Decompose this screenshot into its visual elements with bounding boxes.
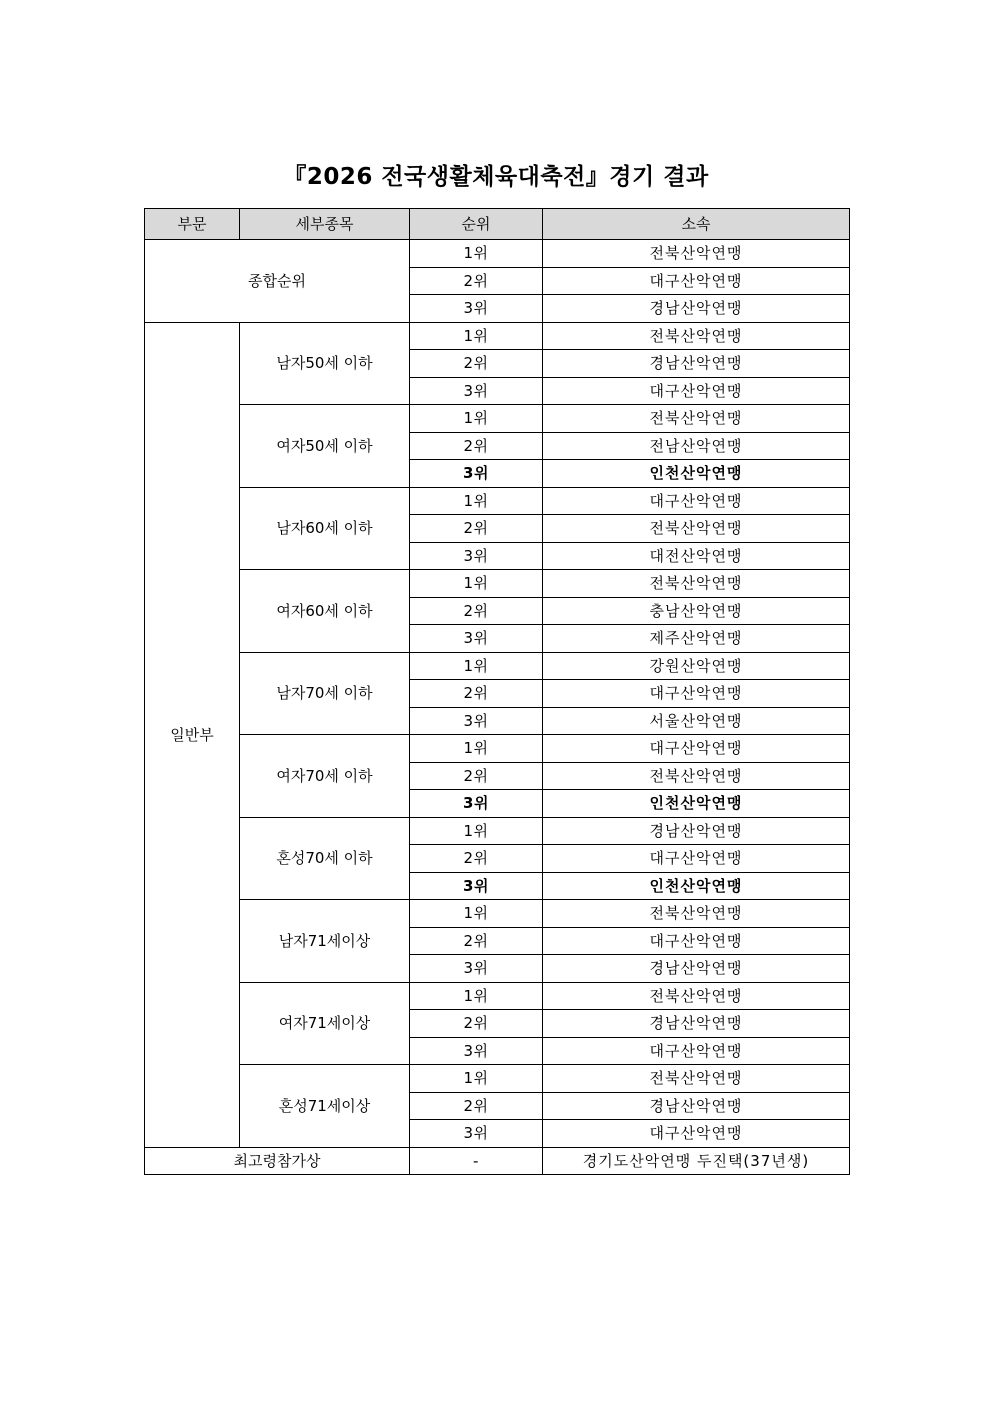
affiliation-cell: 대구산악연맹	[543, 735, 850, 763]
rank-cell: 3위	[410, 955, 543, 983]
affiliation-cell: 경남산악연맹	[543, 1010, 850, 1038]
header-category: 부문	[145, 209, 240, 240]
table-row	[145, 487, 850, 515]
event-name: 남자60세 이하	[240, 487, 410, 570]
affiliation-cell: 대구산악연맹	[543, 1037, 850, 1065]
rank-cell: 2위	[410, 267, 543, 295]
rank-cell: 1위	[410, 240, 543, 268]
rank-cell: 2위	[410, 927, 543, 955]
event-name: 혼성71세이상	[240, 1065, 410, 1148]
oldest-award-label: 최고령참가상	[145, 1147, 410, 1175]
rank-cell: 3위	[410, 872, 543, 900]
rank-cell: 2위	[410, 762, 543, 790]
affiliation-cell: 전북산악연맹	[543, 900, 850, 928]
affiliation-cell: 전북산악연맹	[543, 515, 850, 543]
affiliation-cell: 전북산악연맹	[543, 322, 850, 350]
rank-cell: 3위	[410, 377, 543, 405]
rank-cell: 3위	[410, 1120, 543, 1148]
header-rank: 순위	[410, 209, 543, 240]
affiliation-cell: 전북산악연맹	[543, 762, 850, 790]
affiliation-cell: 충남산악연맹	[543, 597, 850, 625]
rank-cell: 1위	[410, 1065, 543, 1093]
affiliation-cell: 전북산악연맹	[543, 570, 850, 598]
event-name: 남자71세이상	[240, 900, 410, 983]
table-row	[145, 817, 850, 845]
table-row	[145, 240, 850, 268]
affiliation-cell: 경기도산악연맹 두진택(37년생)	[543, 1147, 850, 1175]
affiliation-cell: 인천산악연맹	[543, 872, 850, 900]
affiliation-cell: 서울산악연맹	[543, 707, 850, 735]
affiliation-cell: 제주산악연맹	[543, 625, 850, 653]
affiliation-cell: 대구산악연맹	[543, 680, 850, 708]
event-name: 여자70세 이하	[240, 735, 410, 818]
event-name: 여자71세이상	[240, 982, 410, 1065]
rank-cell: -	[410, 1147, 543, 1175]
table-row	[145, 735, 850, 763]
rank-cell: 2위	[410, 350, 543, 378]
table-row	[145, 405, 850, 433]
rank-cell: 3위	[410, 295, 543, 323]
rank-cell: 2위	[410, 1010, 543, 1038]
header-affiliation: 소속	[543, 209, 850, 240]
table-row	[145, 652, 850, 680]
affiliation-cell: 대구산악연맹	[543, 487, 850, 515]
results-table	[144, 208, 850, 1175]
affiliation-cell: 대전산악연맹	[543, 542, 850, 570]
event-name: 남자70세 이하	[240, 652, 410, 735]
event-name: 남자50세 이하	[240, 322, 410, 405]
table-row	[145, 982, 850, 1010]
rank-cell: 2위	[410, 432, 543, 460]
rank-cell: 3위	[410, 707, 543, 735]
rank-cell: 3위	[410, 542, 543, 570]
table-row	[145, 570, 850, 598]
affiliation-cell: 대구산악연맹	[543, 927, 850, 955]
rank-cell: 2위	[410, 845, 543, 873]
affiliation-cell: 경남산악연맹	[543, 817, 850, 845]
rank-cell: 3위	[410, 1037, 543, 1065]
affiliation-cell: 대구산악연맹	[543, 1120, 850, 1148]
rank-cell: 1위	[410, 982, 543, 1010]
header-event: 세부종목	[240, 209, 410, 240]
affiliation-cell: 전북산악연맹	[543, 1065, 850, 1093]
rank-cell: 3위	[410, 625, 543, 653]
affiliation-cell: 전북산악연맹	[543, 982, 850, 1010]
affiliation-cell: 전북산악연맹	[543, 405, 850, 433]
rank-cell: 1위	[410, 735, 543, 763]
table-row	[145, 322, 850, 350]
rank-cell: 1위	[410, 652, 543, 680]
affiliation-cell: 전남산악연맹	[543, 432, 850, 460]
rank-cell: 1위	[410, 570, 543, 598]
rank-cell: 1위	[410, 817, 543, 845]
rank-cell: 1위	[410, 405, 543, 433]
rank-cell: 2위	[410, 515, 543, 543]
event-name: 혼성70세 이하	[240, 817, 410, 900]
rank-cell: 3위	[410, 790, 543, 818]
affiliation-cell: 인천산악연맹	[543, 790, 850, 818]
rank-cell: 1위	[410, 322, 543, 350]
affiliation-cell: 경남산악연맹	[543, 1092, 850, 1120]
rank-cell: 1위	[410, 900, 543, 928]
affiliation-cell: 경남산악연맹	[543, 295, 850, 323]
rank-cell: 1위	[410, 487, 543, 515]
affiliation-cell: 경남산악연맹	[543, 350, 850, 378]
affiliation-cell: 전북산악연맹	[543, 240, 850, 268]
rank-cell: 2위	[410, 680, 543, 708]
overall-ranking-label: 종합순위	[145, 240, 410, 323]
affiliation-cell: 인천산악연맹	[543, 460, 850, 488]
affiliation-cell: 경남산악연맹	[543, 955, 850, 983]
table-row	[145, 900, 850, 928]
division-label: 일반부	[145, 322, 240, 1147]
table-row	[145, 1147, 850, 1175]
affiliation-cell: 대구산악연맹	[543, 845, 850, 873]
table-row	[145, 1065, 850, 1093]
affiliation-cell: 대구산악연맹	[543, 377, 850, 405]
event-name: 여자60세 이하	[240, 570, 410, 653]
header-row	[145, 209, 850, 240]
rank-cell: 2위	[410, 597, 543, 625]
rank-cell: 3위	[410, 460, 543, 488]
event-name: 여자50세 이하	[240, 405, 410, 488]
document-title: 『2026 전국생활체육대축전』경기 결과	[283, 164, 709, 190]
affiliation-cell: 강원산악연맹	[543, 652, 850, 680]
rank-cell: 2위	[410, 1092, 543, 1120]
results-body	[145, 240, 850, 1175]
affiliation-cell: 대구산악연맹	[543, 267, 850, 295]
